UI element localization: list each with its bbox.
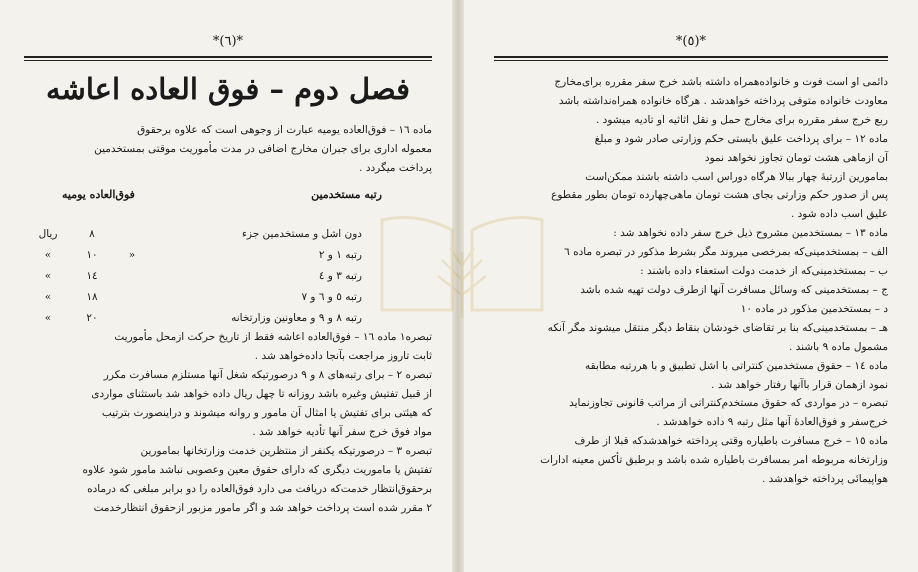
intro-block: [24, 121, 432, 178]
rank-column-header: رتبه مستخدمین: [311, 188, 382, 201]
rank-value: ٨: [89, 227, 95, 240]
table-row: [24, 244, 432, 265]
text-line: ماده ١٦ – فوق‌العاده یومیه عبارت از وجوهی است که علاوه برحقوق: [137, 124, 432, 136]
rank-value: ١٤: [86, 269, 98, 282]
text-line: بمامورین ازرتبهٔ چهار ببالا هرگاه دوراس اسب داشته باشند ممکن‌است: [585, 170, 888, 183]
text-line: پرداخت میگردد .: [359, 162, 432, 174]
text-line: ثابت تاروز مراجعت بآنجا داده‌خواهد شد .: [254, 350, 432, 362]
rank-unit: »: [44, 290, 52, 303]
text-line: ب – بمستخدمینی‌که از خدمت دولت استعفاء داده باشند :: [640, 265, 888, 278]
text-line: دائمی او است فوت و خانواده‌همراه داشته باشد خرج سفر مقرره برای‌مخارج: [554, 76, 888, 88]
text-line: علیق اسب داده شود .: [790, 208, 888, 221]
text-line: معاودت خانواده متوفی پرداخته خواهدشد . هرگاه خانواده همراه‌نداشته باشد: [558, 94, 888, 107]
text-line: ٢ مقرر شده است پرداخت خواهد شد و اگر مامور مزبور ازحقوق انتظارخدمت: [93, 502, 432, 514]
table-row: [24, 307, 432, 328]
table-row: [24, 265, 432, 286]
rank-label: رتبه ١ و ٢: [318, 248, 362, 261]
text-line: تبصره – در مواردی که حقوق مستخدم‌کنتراتی از مراتب قانونی تجاوزنماید: [569, 397, 888, 410]
rank-value: ١٨: [86, 290, 98, 303]
text-line: ماده ١٤ – حقوق مستخدمین کنتراتی با اشل تطبیق و با هررتبه مطابقه: [585, 359, 888, 372]
text-line: تبصره ٣ – درصورتیکه یکنفر از منتظرین خدمت وزارتخانها بمامورین: [140, 445, 432, 457]
text-line: که هیئتی برای تفتیش یا امثال آن مامور و روانه میشوند و دراینصورت بترتیب: [101, 407, 432, 419]
rank-unit: »: [44, 311, 52, 324]
table-row: [24, 286, 432, 307]
text-line: نمود ازهمان قرار باآنها رفتار خواهد شد .: [711, 378, 888, 391]
body-text: [24, 328, 432, 518]
rank-unit: ریال: [38, 227, 58, 240]
right-page: [460, 0, 918, 572]
header-rule-thin: [24, 60, 432, 61]
text-line: ماده ١٢ – برای پرداخت علیق بایستی حکم وزارتی صادر شود و مبلغ: [594, 132, 888, 145]
text-line: د – بمستخدمین مذکور در ماده ١٠: [740, 302, 888, 315]
text-line: هواپیمائی پرداخته خواهدشد .: [761, 473, 888, 486]
rank-label: رتبه ٨ و ٩ و معاونین وزارتخانه: [231, 311, 362, 324]
rank-unit: »: [44, 269, 52, 282]
body-text: [494, 73, 888, 489]
chapter-title: فصل دوم – فوق العاده اعاشه: [45, 72, 411, 106]
text-line: برحقوق‌انتظار خدمت‌که دریافت می دارد فوق‌العاده را دو برابر مبلغی که درماده: [87, 483, 432, 495]
text-line: ربع خرج سفر مقرره برای مخارج حمل و نقل اثاثیه او تادیه میشود .: [595, 113, 888, 126]
header-rule: [494, 56, 888, 58]
table-header: [24, 188, 432, 201]
rank-label: رتبه ٣ و ٤: [318, 269, 362, 282]
page-number: *(٥)*: [675, 34, 707, 49]
header-rule: [24, 56, 432, 58]
text-line: الف – بمستخدمینی‌که بمرخصی میروند مگر بشرط مذکور در تبصره ماده ٦: [564, 246, 888, 259]
rank-label: دون اشل و مستخدمین جزء: [241, 227, 362, 240]
rank-value: ١٠: [86, 248, 98, 261]
text-line: تفتیش یا ماموریت دیگری که دارای حقوق معین وعصوبی نباشد مامور شود علاوه: [82, 464, 432, 476]
text-line: ماده ١٥ – خرج مسافرت باطیاره وقتی پرداخته خواهدشدکه قبلا از طرف: [574, 435, 888, 448]
text-line: ج – بمستخدمینی که وسائل مسافرت آنها ازطرف دولت تهیه شده باشد: [580, 283, 888, 296]
text-line: از قبیل تفتیش وغیره باشد روزانه تا چهل ریال داده خواهد شد باستثنای مواردی: [91, 388, 432, 400]
text-line: هـ – بمستخدمینی‌که بنا بر تقاضای خودشان بنقاط دیگر منتقل میشوند مگر آنکه: [547, 321, 888, 334]
text-line: تبصره ٢ – برای رتبه‌های ٨ و ٩ درصورتیکه شغل آنها مستلزم مسافرت مکرر: [103, 369, 432, 381]
rank-label: رتبه ٥ و ٦ و ٧: [301, 290, 362, 303]
rank-unit: »: [44, 248, 52, 261]
text-line: خرج‌سفر و فوق‌العادهٔ آنها مثل رتبه ٩ داده خواهدشد .: [656, 416, 888, 429]
rank-value: ٢٠: [86, 311, 98, 324]
allowance-column-header: فوق‌العاده یومیه: [62, 188, 135, 201]
allowance-table: [24, 223, 432, 328]
table-row: [24, 223, 432, 244]
rank-dots: «: [128, 248, 136, 261]
page-number: *(٦)*: [212, 34, 244, 49]
text-line: مشمول ماده ٩ باشند .: [788, 340, 888, 353]
text-line: معموله اداری برای جبران مخارج اضافی در مدت مأموریت موقتی بمستخدمین: [94, 143, 432, 155]
text-line: مواد فوق خرج سفر آنها تأدیه خواهد شد .: [252, 426, 432, 438]
text-line: پس از صدور حکم وزارتی بجای هشت تومان ماهی‌چهارده تومان بطور مقطوع: [551, 189, 888, 202]
text-line: ماده ١٣ – بمستخدمین مشروح ذیل خرج سفر داده نخواهد شد :: [613, 227, 888, 240]
text-line: تبصره١ ماده ١٦ – فوق‌العاده اعاشه فقط از تاریخ حرکت ازمحل مأموریت: [114, 331, 432, 343]
header-rule-thin: [494, 60, 888, 61]
text-line: وزارتخانه مربوطه امر بمسافرت باطیاره شده باشد و برطبق تأکس معینه ادارات: [540, 454, 888, 467]
text-line: آن ازماهی هشت تومان تجاوز نخواهد نمود: [704, 151, 888, 164]
